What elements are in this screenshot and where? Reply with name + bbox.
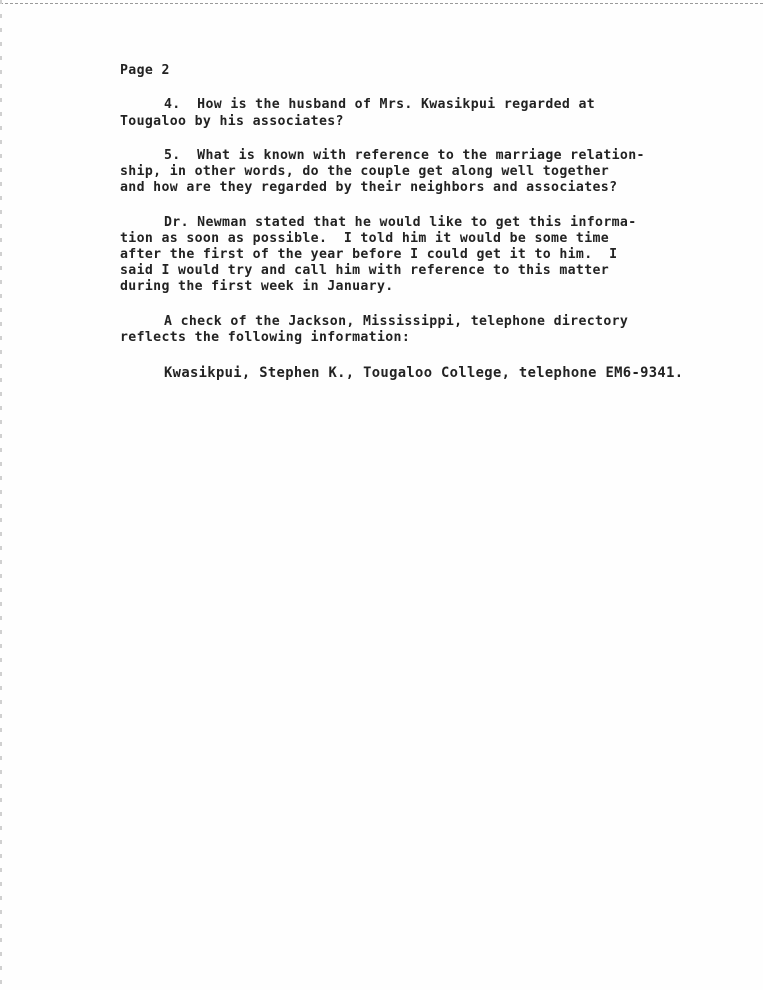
newman-paragraph-line-3: after the first of the year before I could get it to him. I [120,247,618,262]
directory-entry: Kwasikpui, Stephen K., Tougaloo College, telephone EM6-9341. [164,365,684,381]
newman-paragraph-line-4: said I would try and call him with reference to this matter [120,263,610,278]
page-top-edge [0,3,763,4]
newman-paragraph-line-1: Dr. Newman stated that he would like to get this informa- [164,215,637,230]
question-5-line-2: ship, in other words, do the couple get along well together [120,164,610,179]
question-4-line-2: Tougaloo by his associates? [120,114,344,129]
question-4-line-1: 4. How is the husband of Mrs. Kwasikpui regarded at [164,97,596,112]
question-5-line-3: and how are they regarded by their neighbors and associates? [120,180,618,195]
directory-paragraph-line-2: reflects the following information: [120,330,411,345]
newman-paragraph-line-2: tion as soon as possible. I told him it would be some time [120,231,610,246]
question-5-line-1: 5. What is known with reference to the marriage relation- [164,148,645,163]
page-left-edge [0,0,2,990]
page-number-label: Page 2 [120,63,170,78]
directory-paragraph-line-1: A check of the Jackson, Mississippi, telephone directory [164,314,629,329]
newman-paragraph-line-5: during the first week in January. [120,279,394,294]
